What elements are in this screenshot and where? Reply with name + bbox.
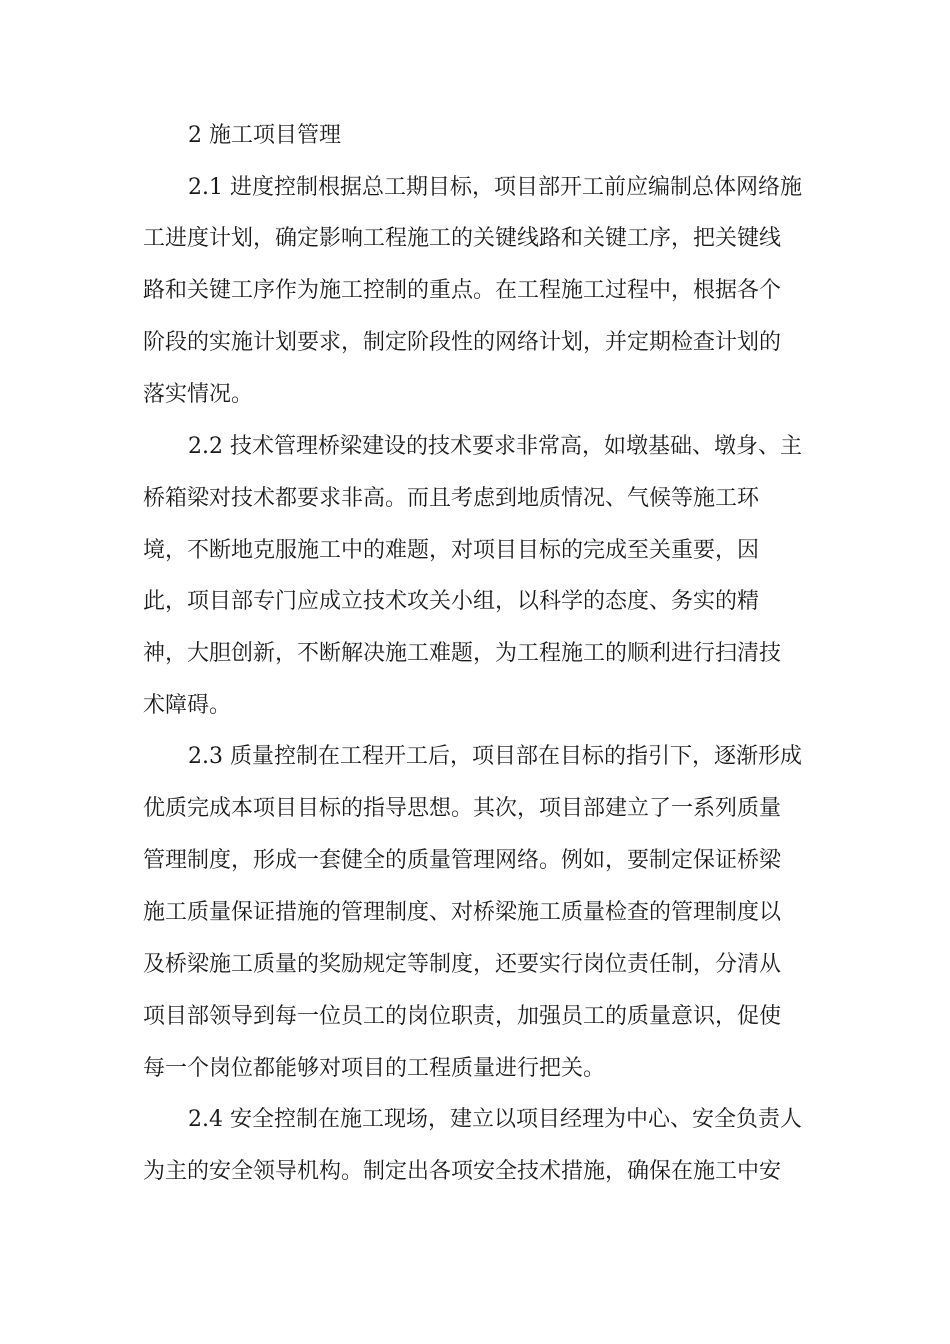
paragraph-2-3-line-3: 管理制度，形成一套健全的质量管理网络。例如，要制定保证桥梁: [143, 848, 782, 873]
paragraph-2-3-line-4: 施工质量保证措施的管理制度、对桥梁施工质量检查的管理制度以: [143, 900, 782, 925]
paragraph-2-3-line-5: 及桥梁施工质量的奖励规定等制度，还要实行岗位责任制，分清从: [143, 952, 782, 977]
paragraph-2-1-line-1: 2.1 进度控制根据总工期目标，项目部开工前应编制总体网络施: [188, 175, 802, 200]
paragraph-2-4-line-1: 2.4 安全控制在施工现场，建立以项目经理为中心、安全负责人: [188, 1107, 802, 1132]
paragraph-2-3-line-7: 每一个岗位都能够对项目的工程质量进行把关。: [143, 1056, 606, 1081]
paragraph-2-2-line-1: 2.2 技术管理桥梁建设的技术要求非常高，如墩基础、墩身、主: [188, 434, 802, 459]
paragraph-2-3-line-2: 优质完成本项目目标的指导思想。其次，项目部建立了一系列质量: [143, 796, 782, 821]
paragraph-2-2-line-6: 术障碍。: [143, 693, 232, 718]
paragraph-2-2-line-5: 神，大胆创新，不断解决施工难题，为工程施工的顺利进行扫清技: [143, 641, 782, 666]
paragraph-2-2-line-2: 桥箱梁对技术都要求非高。而且考虑到地质情况、气候等施工环: [143, 486, 760, 511]
paragraph-2-4-line-2: 为主的安全领导机构。制定出各项安全技术措施，确保在施工中安: [143, 1159, 782, 1184]
paragraph-2-2-line-4: 此，项目部专门应成立技术攻关小组，以科学的态度、务实的精: [143, 589, 760, 614]
paragraph-2-2-line-3: 境，不断地克服施工中的难题，对项目目标的完成至关重要，因: [143, 538, 760, 563]
section-heading: 2 施工项目管理: [188, 123, 341, 148]
paragraph-2-1-line-2: 工进度计划，确定影响工程施工的关键线路和关键工序，把关键线: [143, 226, 782, 251]
paragraph-2-1-line-3: 路和关键工序作为施工控制的重点。在工程施工过程中，根据各个: [143, 278, 782, 303]
paragraph-2-3-line-6: 项目部领导到每一位员工的岗位职责，加强员工的质量意识，促使: [143, 1004, 782, 1029]
paragraph-2-3-line-1: 2.3 质量控制在工程开工后，项目部在目标的指引下，逐渐形成: [188, 744, 802, 769]
paragraph-2-1-line-4: 阶段的实施计划要求，制定阶段性的网络计划，并定期检查计划的: [143, 330, 782, 355]
paragraph-2-1-line-5: 落实情况。: [143, 382, 254, 407]
